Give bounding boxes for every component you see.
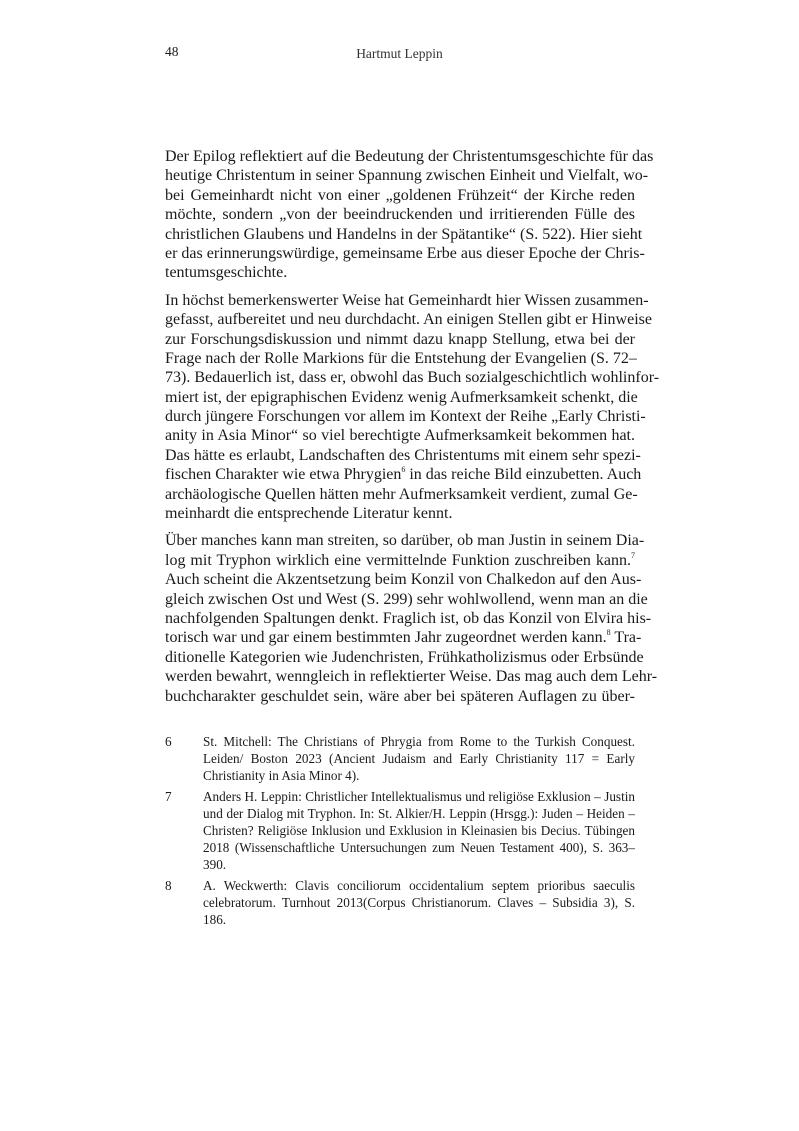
footnote <box>165 878 635 928</box>
line-text: meinhardt die entsprechende Literatur kennt. <box>165 505 453 523</box>
line-text: fischen Charakter wie etwa Phrygien <box>165 466 402 484</box>
footnote-ref: 6 <box>401 465 406 475</box>
text-line <box>165 667 658 686</box>
text-line <box>165 485 638 504</box>
footnotes <box>165 734 635 934</box>
line-text: bei Gemeinhardt nicht von einer „goldenen Frühzeit“ der Kirche reden <box>165 186 635 204</box>
footnote <box>165 734 635 784</box>
footnote-text: Anders H. Leppin: Christlicher Intellektualismus und religiöse Exklusion – Justin und der Dialog mit Tryphon. In: St. Alkier/H. Leppin (Hrsgg.): Juden – Heiden – Christen? Religiöse Inklusion und Exklusion in Kleinasien bis Decius. Tübingen 2018 (Wissenschaftliche Untersuchungen zum Neuen Testament 400), S. 363–390. <box>203 789 635 872</box>
paragraph <box>165 531 658 706</box>
text-line <box>165 570 642 589</box>
line-text: gefasst, aufbereitet und neu durchdacht. An einigen Stellen gibt er Hinweise <box>165 311 652 329</box>
text-line <box>165 291 649 310</box>
line-text: In höchst bemerkenswerter Weise hat Gemeinhardt hier Wissen zusammen- <box>165 291 649 309</box>
text-line <box>165 407 646 426</box>
line-text: durch jüngere Forschungen vor allem im Kontext der Reihe „Early Christi- <box>165 408 646 426</box>
line-text: heutige Christentum in seiner Spannung zwischen Einheit und Vielfalt, wo- <box>165 167 649 185</box>
footnote-text: A. Weckwerth: Clavis conciliorum occidentalium septem prioribus saeculis celebratorum. Turnhout 2013(Corpus Christianorum. Claves – Subsidia 3), S. 186. <box>203 878 635 927</box>
line-text: zur Forschungsdiskussion und nimmt dazu knapp Stellung, etwa bei der <box>165 330 635 348</box>
line-text: Auch scheint die Akzentsetzung beim Konzil von Chalkedon auf den Aus- <box>165 571 642 589</box>
line-text: Frage nach der Rolle Markions für die Entstehung der Evangelien (S. 72– <box>165 349 637 367</box>
text-line <box>165 590 648 609</box>
line-text: anity in Asia Minor“ so viel berechtigte Aufmerksamkeit bekommen hat. <box>165 427 635 445</box>
line-text: tentumsgeschichte. <box>165 264 288 282</box>
line-text: werden bewahrt, wenngleich in reflektierter Weise. Das mag auch dem Lehr- <box>165 668 658 686</box>
line-text: 73). Bedauerlich ist, dass er, obwohl das Buch sozialgeschichtlich wohlinfor- <box>165 369 660 387</box>
line-text: er das erinnerungswürdige, gemeinsame Erbe aus dieser Epoche der Chris- <box>165 244 645 262</box>
line-text: ditionelle Kategorien wie Judenchristen, Frühkatholizismus oder Erbsünde <box>165 648 644 666</box>
footnote-number: 7 <box>165 789 172 805</box>
footnote-ref: 7 <box>631 550 635 560</box>
footnote-number: 8 <box>165 878 172 894</box>
line-text: log mit Tryphon wirklich eine vermittelnde Funktion zuschreiben kann. <box>165 551 631 569</box>
text-line <box>165 186 635 205</box>
text-line <box>165 330 635 349</box>
text-line <box>165 310 652 329</box>
text-line <box>165 426 635 445</box>
text-line <box>165 225 643 244</box>
line-text: gleich zwischen Ost und West (S. 299) sehr wohlwollend, wenn man an die <box>165 590 648 608</box>
running-title: Hartmut Leppin <box>356 46 443 61</box>
line-text: christlichen Glaubens und Handelns in der Spätantike“ (S. 522). Hier sieht <box>165 225 643 243</box>
text-line <box>165 465 642 484</box>
text-line <box>165 687 635 706</box>
text-line <box>165 244 645 263</box>
footnote <box>165 789 635 873</box>
footnote-number: 6 <box>165 734 172 749</box>
line-text: Über manches kann man streiten, so darüber, ob man Justin in seinem Dia- <box>165 532 645 550</box>
line-text: Tra- <box>610 629 642 647</box>
text-line <box>165 531 645 550</box>
text-line <box>165 648 644 667</box>
line-text: möchte, sondern „von der beeindruckenden und irritierenden Fülle des <box>165 206 635 224</box>
paragraph <box>165 147 654 283</box>
line-text: torisch war und gar einem bestimmten Jahr zugeordnet werden kann. <box>165 629 607 647</box>
main-text <box>165 147 660 714</box>
line-text: nachfolgenden Spaltungen denkt. Fraglich ist, ob das Konzil von Elvira his- <box>165 609 652 627</box>
line-text: archäologische Quellen hätten mehr Aufmerksamkeit verdient, zumal Ge- <box>165 485 638 503</box>
text-line <box>165 628 642 647</box>
text-line <box>165 504 635 523</box>
footnote-text: St. Mitchell: The Christians of Phrygia from Rome to the Turkish Conquest. Leiden/ Boston 2023 (Ancient Judaism and Early Christianity 117 = Early Christianity in Asia Minor 4). <box>203 734 635 783</box>
line-text: Das hätte es erlaubt, Landschaften des Christentums mit einem sehr spezi- <box>165 446 641 464</box>
line-text: buchcharakter geschuldet sein, wäre aber bei späteren Auflagen zu über- <box>165 687 635 705</box>
page-number: 48 <box>165 44 179 59</box>
footnote-ref: 8 <box>606 628 611 638</box>
text-line <box>165 263 635 282</box>
text-line <box>165 166 649 185</box>
text-line <box>165 388 638 407</box>
text-line <box>165 349 635 368</box>
text-line <box>165 609 652 628</box>
line-text: Der Epilog reflektiert auf die Bedeutung der Christentumsgeschichte für das <box>165 148 654 165</box>
paragraph <box>165 291 660 524</box>
text-line <box>165 147 654 166</box>
text-line <box>165 551 635 570</box>
line-text: in das reiche Bild einzubetten. Auch <box>405 466 642 484</box>
text-line <box>165 368 660 387</box>
text-line <box>165 446 641 465</box>
text-line <box>165 205 635 224</box>
line-text: miert ist, der epigraphischen Evidenz wenig Aufmerksamkeit schenkt, die <box>165 388 638 406</box>
